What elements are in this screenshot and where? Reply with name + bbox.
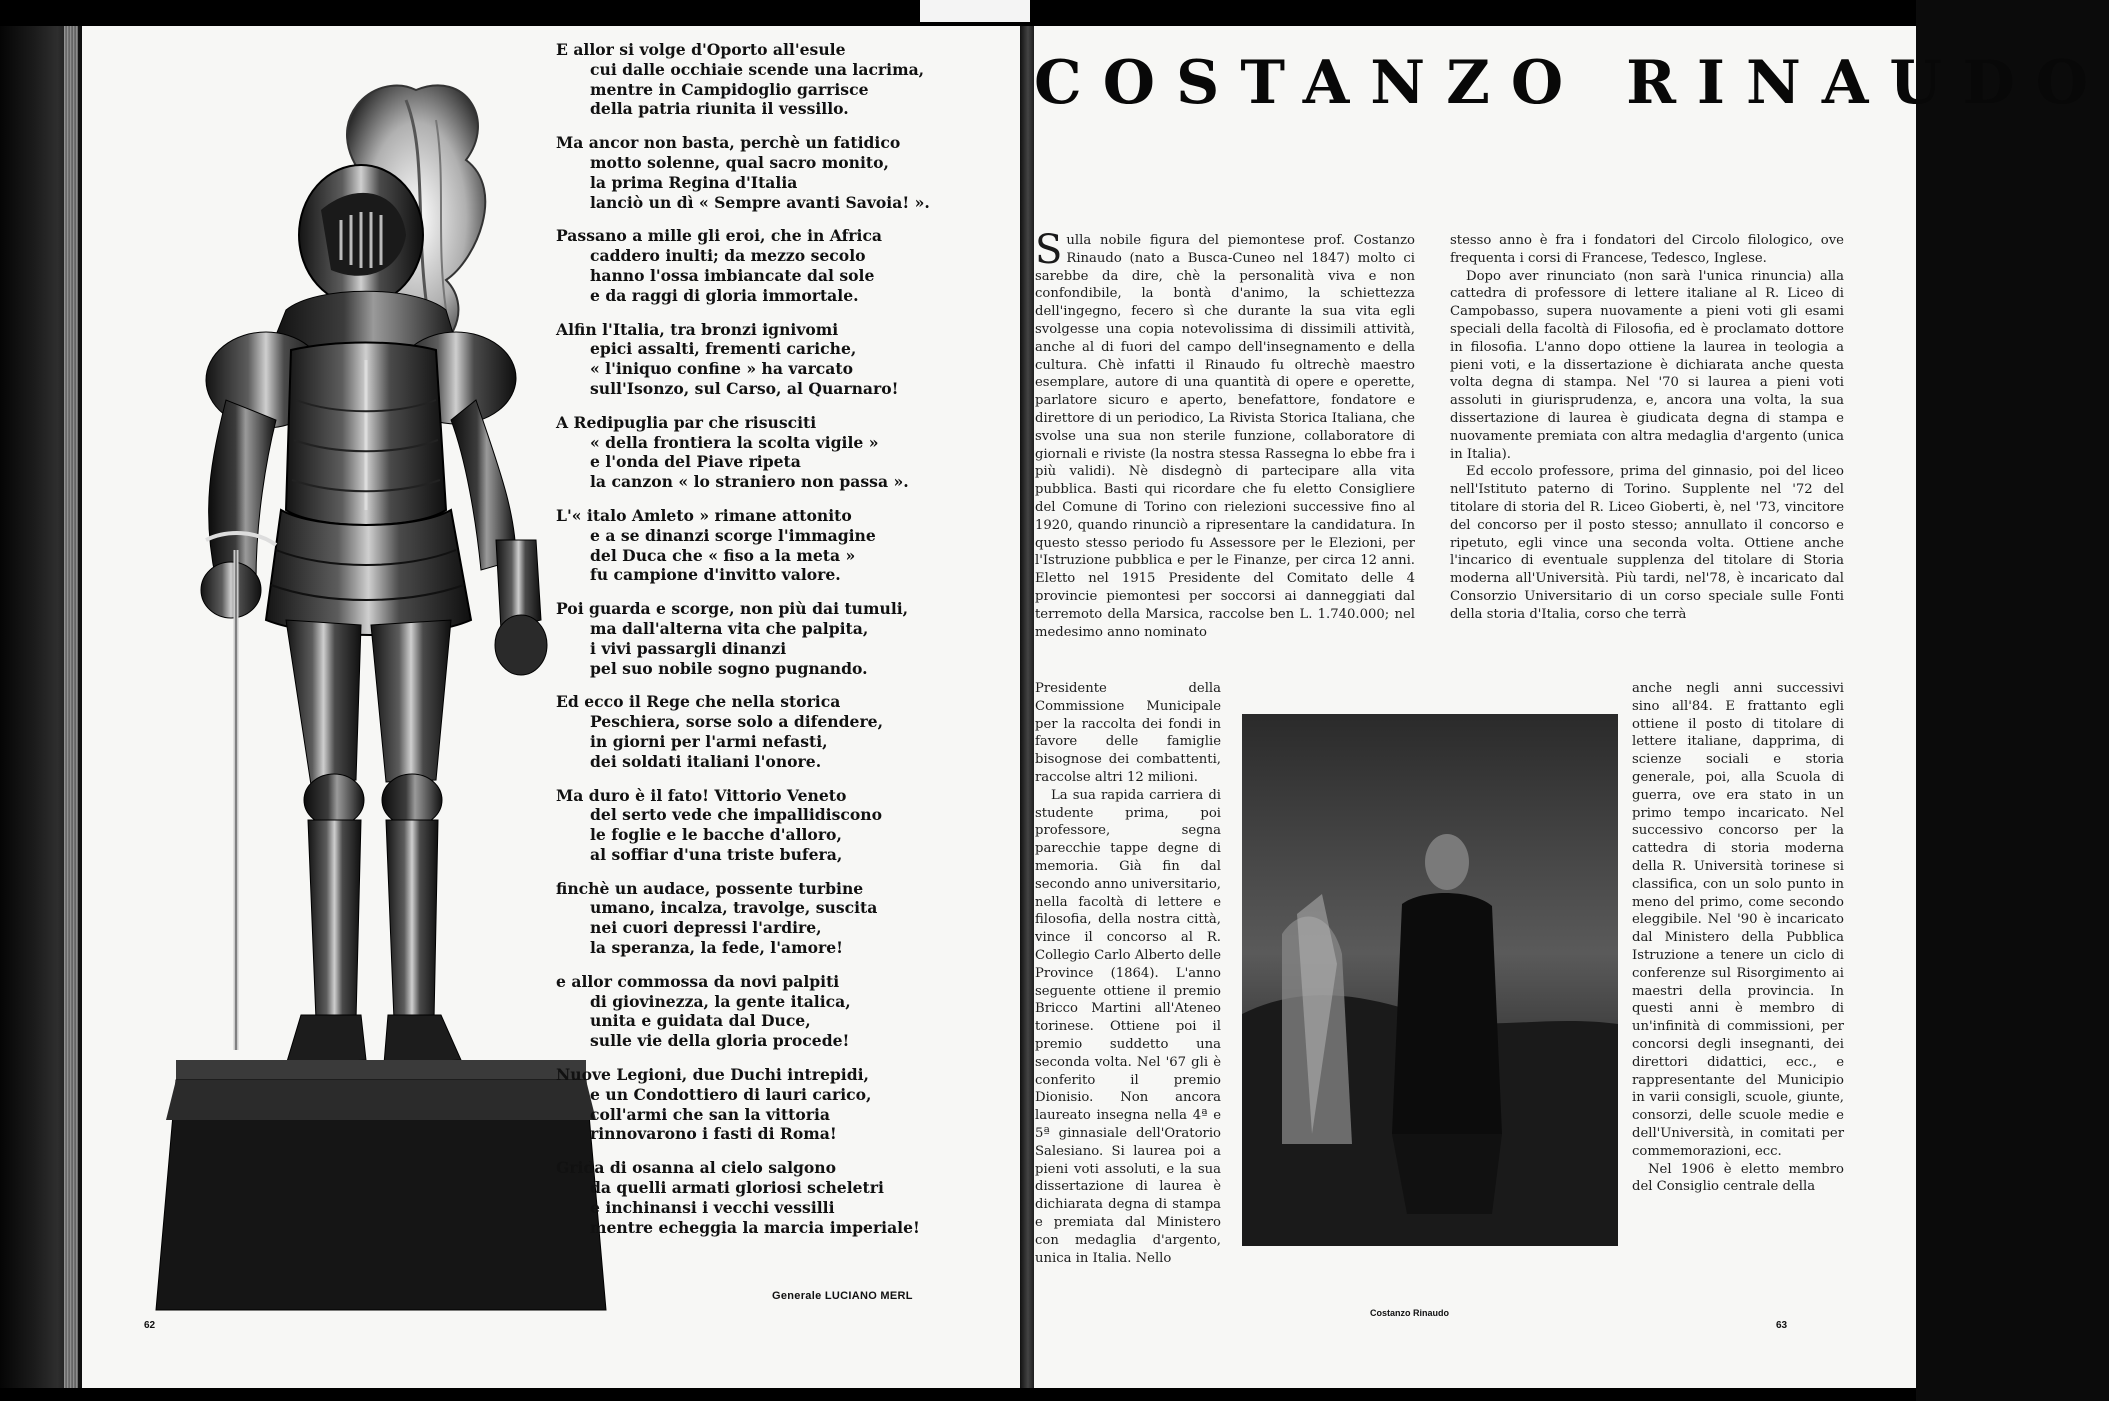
drop-cap: S	[1035, 227, 1063, 273]
poem-line: caddero inulti; da mezzo secolo	[590, 246, 866, 266]
poem-stanza	[556, 692, 1006, 771]
poem-line: hanno l'ossa imbiancate dal sole	[590, 265, 875, 285]
article-paragraph: Presidente della Commissione Municipale per la raccolta dei fondi in favore delle famiglie bisognose dei combattenti, raccolse altri 12 milioni.	[1035, 681, 1221, 785]
poem-line: Poi guarda e scorge, non più dai tumuli,	[556, 599, 909, 619]
article-column-1-top	[1035, 227, 1415, 641]
poem-line: epici assalti, frementi cariche,	[590, 339, 857, 359]
poem-line: e un Condottiero di lauri carico,	[590, 1084, 872, 1104]
article-title: COSTANZO RINAUDO	[1034, 48, 2109, 118]
poem-line: e da raggi di gloria immortale.	[590, 285, 859, 305]
poem-line: di giovinezza, la gente italica,	[590, 991, 851, 1011]
poem-line: la speranza, la fede, l'amore!	[590, 938, 843, 958]
article-paragraph: La sua rapida carriera di studente prima, poi professore, segna parecchie tappe degne di memoria. Già fin dal secondo anno universitario, nella facoltà di lettere e filosofia, della nostra città, vince il concorso al R. Collegio Carlo Alberto delle Province (1864). L'anno seguente ottiene il premio Bricco Martini all'Ateneo torinese. Ottiene poi il premio suddetto una seconda volta. Nel '67 gli è conferito il premio Dionisio. Non ancora laureato insegna nella 4ª e 5ª ginnasiale dell'Oratorio Salesiano. Si laurea poi a pieni voti assoluti, e la sua dissertazione di laurea è dichiarata degna di stampa e premiata dal Ministero con medaglia d'argento, unica in Italia. Nello	[1035, 787, 1221, 1266]
poem-stanza	[556, 226, 1006, 305]
poem-line: al soffiar d'una triste bufera,	[590, 844, 843, 864]
poem-line: A Redipuglia par che risusciti	[556, 412, 817, 432]
poem-line: unita e guidata dal Duce,	[590, 1011, 811, 1031]
poem-line: Peschiera, sorse solo a difendere,	[590, 712, 884, 732]
bottom-scan-border	[0, 1388, 1916, 1401]
poem-line: « della frontiera la scolta vigile »	[590, 432, 879, 452]
poem-line: Grida di osanna al cielo salgono	[556, 1158, 837, 1178]
poem-line: e inchinansi i vecchi vessilli	[590, 1197, 835, 1217]
poem-stanza	[556, 1158, 1006, 1237]
photo-caption: Costanzo Rinaudo	[1370, 1308, 1449, 1318]
book-binding-edge	[0, 26, 82, 1401]
poem-stanza	[556, 972, 1006, 1051]
poem-line: umano, incalza, travolge, suscita	[590, 898, 878, 918]
poem-line: pel suo nobile sogno pugnando.	[590, 658, 868, 678]
poem-line: mentre echeggia la marcia imperiale!	[590, 1217, 920, 1237]
poem-line: e allor commossa da novi palpiti	[556, 971, 840, 991]
poem-stanza	[556, 320, 1006, 399]
article-column-2-bottom	[1632, 680, 1844, 1196]
poem-line: Passano a mille gli eroi, che in Africa	[556, 226, 883, 246]
poem-line: della patria riunita il vessillo.	[590, 99, 849, 119]
article-column-2-top	[1450, 232, 1844, 624]
article-paragraph: Dopo aver rinunciato (non sarà l'unica rinuncia) alla cattedra di professore di lettere italiane al R. Liceo di Campobasso, supera nuovamente a pieni voti gli esami speciali della facoltà di Filosofia, ed è proclamato dottore in filosofia. L'anno dopo ottiene la laurea in teologia a pieni voti, e la dissertazione è dichiarata anche questa volta degna di stampa. Nel '70 si laurea a pieni voti assoluti in giurisprudenza, e, ancora una volta, la sua dissertazione di laurea è giudicata degna di stampa e nuovamente premiata con altra medaglia d'argento (unica in Italia).	[1450, 268, 1844, 462]
poem-line: Ed ecco il Rege che nella storica	[556, 692, 841, 712]
poem-line: sulle vie della gloria procede!	[590, 1031, 850, 1051]
poem-line: dei soldati italiani l'onore.	[590, 751, 822, 771]
poem-line: fu campione d'invitto valore.	[590, 565, 841, 585]
article-paragraph: Ed eccolo professore, prima del ginnasio, poi del liceo nell'Istituto paterno di Torino. Supplente nel '72 del titolare di storia del R. Liceo Gioberti, è, nel '73, vincitore del concorso per il posto stesso; annullato il concorso e ripetuto, egli vince una seconda volta. Ottiene anche l'incarico di eventuale supplenza del titolare di Storia moderna all'Università. Più tardi, nel'78, è incaricato dal Consorzio Universitario di un corso speciale sulle Fonti della storia d'Italia, corso che terrà	[1450, 464, 1844, 622]
poem-line: sull'Isonzo, sul Carso, al Quarnaro!	[590, 378, 899, 398]
poem-line: E allor si volge d'Oporto all'esule	[556, 40, 846, 59]
poem-line: cui dalle occhiaie scende una lacrima,	[590, 59, 925, 79]
poem-line: in giorni per l'armi nefasti,	[590, 731, 828, 751]
poem-stanza	[556, 786, 1006, 865]
poem-line: finchè un audace, possente turbine	[556, 878, 864, 898]
poem-line: motto solenne, qual sacro monito,	[590, 152, 889, 172]
page-number-left: 62	[144, 1320, 156, 1331]
poem-line: e a se dinanzi scorge l'immagine	[590, 525, 876, 545]
poem-line: la prima Regina d'Italia	[590, 172, 798, 192]
article-paragraph: anche negli anni successivi sino all'84. E frattanto egli ottiene il posto di titolare di lettere italiane, dapprima, di scienze sociali e storia generale, poi, alla Scuola di guerra, ove era stato in un primo tempo incaricato. Nel successivo concorso per la cattedra di storia moderna della R. Università torinese si classifica, con un solo punto in meno del primo, come secondo eleggibile. Nel '90 è incaricato dal Ministero della Pubblica Istruzione a tenere un ciclo di conferenze sul Risorgimento ai maestri della provincia. In questi anni è membro di un'infinità di commissioni, per concorsi degli insegnanti, dei direttori didattici, ecc., e rappresentante del Municipio in varii consigli, scuole, giunte, consorzi, delle scuole medie e dell'Università, in comitati per commemorazioni, ecc.	[1632, 681, 1844, 1159]
poem-stanza	[556, 133, 1006, 212]
poem-signature: Generale LUCIANO MERL	[772, 1290, 913, 1302]
poem-line: Ma ancor non basta, perchè un fatidico	[556, 133, 901, 153]
article-paragraph: ulla nobile figura del piemontese prof. Costanzo Rinaudo (nato a Busca-Cuneo nel 1847) molto ci sarebbe da dire, chè la personalità viva e non confondibile, la bontà d'animo, la schiettezza dell'ingegno, fecero sì che durante la sua vita egli svolgesse una copia notevolissima di dissimili attività, anche al di fuori del campo dell'insegnamento e della cultura. Chè infatti il Rinaudo fu oltrechè maestro esemplare, autore di una quantità di opere e operette, parlatore sicuro e aperto, benefattore, fondatore e direttore di un periodico, La Rivista Storica Italiana, che svolse una sua non sterile funzione, collaboratore di giornali e riviste (la nostra stessa Rassegna lo ebbe fra i più validi). Nè disdegnò di partecipare alla vita pubblica. Basti qui ricordare che fu eletto Consigliere del Comune di Torino con rielezioni successive fino al 1920, quando rinunciò a ripresentare la candidatura. In questo stesso periodo fu Assessore per le Elezioni, per l'Istruzione pubblica e per le Finanze, per circa 12 anni. Eletto nel 1915 Presidente del Comitato delle 4 provincie piemontesi per soccorsi ai danneggiati dal terremoto della Marsica, raccolse ben L. 1.740.000; nel medesimo anno nominato	[1035, 233, 1415, 640]
poem-line: lanciò un dì « Sempre avanti Savoia! ».	[590, 192, 930, 212]
article-paragraph: stesso anno è fra i fondatori del Circolo filologico, ove frequenta i corsi di Francese, Tedesco, Inglese.	[1450, 233, 1844, 266]
poem-line: la canzon « lo straniero non passa ».	[590, 472, 909, 492]
poem-line: Nuove Legioni, due Duchi intrepidi,	[556, 1065, 869, 1085]
poem-line: del serto vede che impallidiscono	[590, 805, 882, 825]
poem-line: e l'onda del Piave ripeta	[590, 452, 801, 472]
poem	[556, 40, 1006, 1251]
poem-line: coll'armi che san la vittoria	[590, 1104, 831, 1124]
poem-line: le foglie e le bacche d'alloro,	[590, 825, 842, 845]
poem-line: Alfin l'Italia, tra bronzi ignivomi	[556, 319, 839, 339]
poem-stanza	[556, 413, 1006, 492]
article-column-1-bottom	[1035, 680, 1221, 1267]
article-paragraph: Nel 1906 è eletto membro del Consiglio centrale della	[1632, 1161, 1844, 1195]
top-scan-tab	[920, 0, 1030, 22]
poem-line: ma dall'alterna vita che palpita,	[590, 618, 869, 638]
poem-line: mentre in Campidoglio garrisce	[590, 79, 869, 99]
poem-stanza	[556, 879, 1006, 958]
poem-line: da quelli armati gloriosi scheletri	[590, 1178, 884, 1198]
poem-stanza	[556, 1065, 1006, 1144]
poem-line: L'« italo Amleto » rimane attonito	[556, 505, 852, 525]
poem-stanza	[556, 599, 1006, 678]
poem-line: « l'iniquo confine » ha varcato	[590, 359, 854, 379]
page-number-right: 63	[1776, 1320, 1788, 1331]
poem-stanza	[556, 506, 1006, 585]
poem-line: Ma duro è il fato! Vittorio Veneto	[556, 785, 847, 805]
poem-line: nei cuori depressi l'ardire,	[590, 918, 822, 938]
portrait-photograph	[1242, 714, 1618, 1246]
poem-line: rinnovarono i fasti di Roma!	[590, 1124, 837, 1144]
poem-stanza	[556, 40, 1006, 119]
poem-line: del Duca che « fiso a la meta »	[590, 545, 856, 565]
poem-line: i vivi passargli dinanzi	[590, 638, 787, 658]
